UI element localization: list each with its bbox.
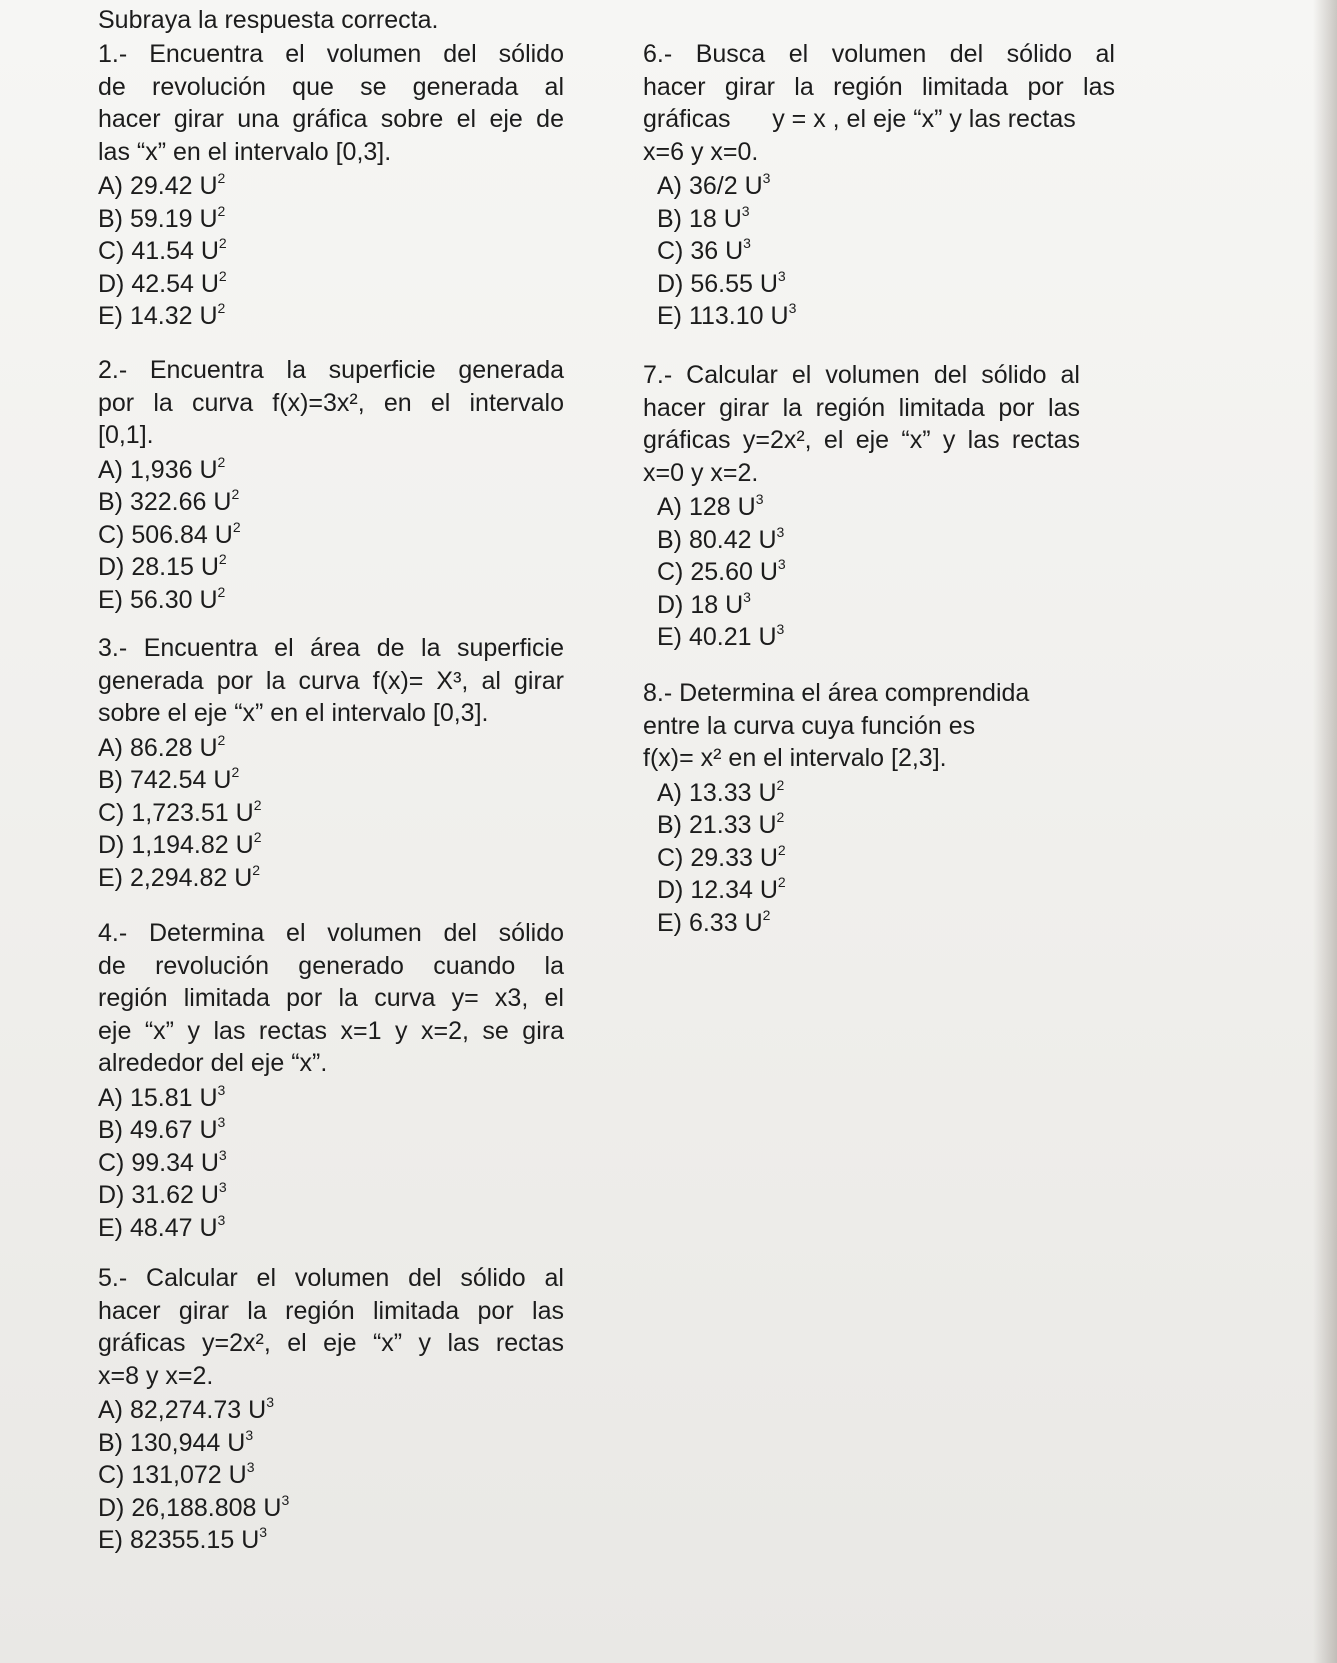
- question-7: [643, 359, 1080, 654]
- option-value: 82,274.73: [129, 1396, 242, 1424]
- stem-line: generada por la curva f(x)= X³, al girar: [98, 666, 564, 695]
- option-a[interactable]: [657, 170, 1115, 203]
- option-label: A): [98, 1396, 123, 1424]
- option-exponent: 3: [217, 1081, 226, 1098]
- stem-line: gráficas y = x , el eje “x” y las rectas: [643, 105, 1076, 133]
- option-exponent: 2: [231, 764, 240, 780]
- question-8: [643, 677, 1073, 939]
- option-exponent: 2: [217, 583, 226, 600]
- option-d[interactable]: [98, 268, 564, 301]
- option-value: 2,294.82: [129, 863, 228, 892]
- answer-options: [98, 170, 564, 333]
- option-label: D): [98, 1493, 125, 1522]
- option-unit: U: [758, 778, 777, 807]
- option-label: E): [657, 623, 682, 651]
- stem-line: [0,1].: [98, 421, 154, 449]
- option-b[interactable]: [98, 764, 564, 797]
- option-value: 82355.15: [129, 1526, 235, 1554]
- option-label: B): [98, 204, 123, 233]
- answer-options: [98, 454, 564, 617]
- option-value: 99.34: [131, 1148, 194, 1177]
- option-unit: U: [234, 863, 253, 892]
- option-unit: U: [199, 1213, 218, 1242]
- option-exponent: 3: [217, 1211, 226, 1228]
- option-d[interactable]: [98, 1179, 564, 1212]
- paper-edge-shadow: [1313, 0, 1337, 1663]
- option-d[interactable]: [657, 589, 1080, 622]
- option-exponent: 2: [252, 861, 261, 878]
- option-exponent: 2: [253, 796, 262, 813]
- option-unit: U: [199, 1083, 218, 1112]
- option-unit: U: [200, 269, 219, 298]
- option-exponent: 2: [217, 170, 226, 186]
- option-unit: U: [770, 302, 789, 330]
- option-value: 13.33: [688, 778, 752, 807]
- option-unit: U: [241, 1526, 260, 1554]
- stem-line: de revolución generado cuando la: [98, 951, 564, 980]
- option-unit: U: [199, 172, 218, 200]
- question-5: [98, 1262, 564, 1557]
- option-unit: U: [744, 172, 763, 200]
- option-unit: U: [199, 733, 218, 762]
- stem-line: sobre el eje “x” en el intervalo [0,3].: [98, 699, 489, 727]
- option-exponent: 2: [762, 906, 771, 923]
- option-exponent: 2: [218, 267, 227, 284]
- option-label: A): [98, 455, 123, 484]
- option-exponent: 3: [218, 1179, 227, 1195]
- option-value: 6.33: [688, 908, 738, 937]
- question-stem: [98, 354, 564, 452]
- option-a[interactable]: [98, 1082, 564, 1115]
- option-exponent: 3: [281, 1491, 290, 1508]
- option-c[interactable]: [98, 519, 564, 552]
- option-unit: U: [744, 908, 763, 937]
- option-label: A): [657, 493, 682, 521]
- option-label: C): [657, 843, 684, 872]
- option-a[interactable]: [98, 1394, 564, 1427]
- option-c[interactable]: [98, 1147, 564, 1180]
- option-label: C): [98, 520, 125, 549]
- option-a[interactable]: [657, 491, 1080, 524]
- option-exponent: 3: [776, 621, 785, 637]
- option-label: E): [98, 863, 123, 892]
- option-value: 14.32: [129, 302, 193, 330]
- option-exponent: 3: [245, 1426, 254, 1443]
- option-value: 59.19: [129, 204, 193, 233]
- option-d[interactable]: [657, 874, 1073, 907]
- option-value: 36/2: [688, 172, 738, 200]
- option-unit: U: [200, 1181, 219, 1209]
- question-stem: [98, 632, 564, 730]
- option-value: 12.34: [690, 876, 753, 904]
- stem-line: las “x” en el intervalo [0,3].: [98, 137, 392, 166]
- option-value: 26,188.808: [131, 1493, 257, 1522]
- option-label: D): [657, 590, 684, 619]
- option-label: E): [98, 585, 123, 614]
- option-value: 40.21: [688, 623, 752, 651]
- option-exponent: 2: [218, 551, 227, 567]
- question-stem: [643, 359, 1080, 489]
- option-unit: U: [759, 269, 778, 298]
- option-unit: U: [758, 525, 777, 554]
- option-e[interactable]: [98, 300, 564, 333]
- option-unit: U: [227, 1428, 246, 1457]
- option-exponent: 3: [741, 202, 750, 219]
- stem-line: hacer girar la región limitada por las: [643, 72, 1115, 101]
- option-label: D): [657, 876, 684, 904]
- option-label: E): [98, 302, 123, 330]
- option-label: A): [657, 778, 682, 807]
- stem-line: región limitada por la curva y= x3, el: [98, 984, 564, 1012]
- option-exponent: 3: [776, 523, 785, 540]
- option-d[interactable]: [657, 268, 1115, 301]
- option-unit: U: [228, 1461, 247, 1489]
- option-value: 21.33: [688, 811, 752, 839]
- option-unit: U: [759, 558, 778, 586]
- option-unit: U: [725, 237, 744, 265]
- option-value: 113.10: [688, 302, 764, 330]
- option-value: 18: [690, 590, 719, 619]
- option-value: 322.66: [129, 488, 207, 516]
- option-exponent: 3: [259, 1524, 268, 1540]
- stem-line: 2.- Encuentra la superficie generada: [98, 356, 564, 384]
- question-6: [643, 38, 1115, 333]
- option-label: B): [98, 1428, 123, 1457]
- option-unit: U: [214, 520, 233, 549]
- question-4: [98, 917, 564, 1244]
- option-b[interactable]: [657, 809, 1073, 842]
- option-exponent: 3: [266, 1394, 274, 1410]
- question-stem: [643, 38, 1115, 168]
- answer-options: [657, 777, 1073, 940]
- option-label: E): [657, 302, 682, 330]
- option-e[interactable]: [98, 1212, 564, 1245]
- stem-line: entre la curva cuya función es: [643, 711, 976, 740]
- option-value: 29.33: [690, 843, 753, 872]
- option-value: 1,936: [129, 455, 193, 484]
- option-exponent: 3: [777, 556, 786, 572]
- option-exponent: 2: [776, 776, 785, 793]
- option-unit: U: [199, 204, 218, 233]
- answer-options: [98, 1082, 564, 1245]
- option-value: 48.47: [129, 1213, 193, 1242]
- option-unit: U: [723, 204, 742, 233]
- option-value: 25.60: [690, 558, 753, 586]
- option-e[interactable]: [657, 300, 1115, 333]
- stem-line: por la curva f(x)=3x², en el intervalo: [98, 388, 564, 417]
- option-exponent: 2: [777, 874, 786, 890]
- option-unit: U: [200, 237, 219, 265]
- option-unit: U: [248, 1396, 267, 1424]
- option-value: 742.54: [129, 766, 207, 794]
- option-exponent: 2: [217, 453, 226, 470]
- option-label: C): [98, 237, 125, 265]
- option-exponent: 2: [217, 731, 226, 748]
- option-label: D): [98, 831, 125, 859]
- question-stem: [643, 677, 1073, 775]
- stem-line: alrededor del eje “x”.: [98, 1049, 328, 1077]
- option-e[interactable]: [98, 584, 564, 617]
- option-value: 15.81: [129, 1083, 193, 1112]
- stem-line: de revolución que se generada al: [98, 72, 564, 101]
- option-exponent: 3: [762, 170, 771, 186]
- option-unit: U: [200, 553, 219, 581]
- option-e[interactable]: [657, 907, 1073, 940]
- option-exponent: 2: [232, 518, 241, 535]
- option-d[interactable]: [98, 829, 564, 862]
- option-value: 80.42: [688, 525, 752, 554]
- option-value: 28.15: [131, 553, 194, 581]
- option-d[interactable]: [98, 1492, 564, 1525]
- stem-line: 8.- Determina el área comprendida: [643, 679, 1030, 707]
- option-label: C): [98, 798, 125, 827]
- option-exponent: 3: [217, 1114, 226, 1130]
- option-value: 56.55: [690, 269, 753, 298]
- option-exponent: 3: [755, 491, 764, 507]
- instruction-heading: Subraya la respuesta correcta.: [98, 6, 439, 34]
- option-unit: U: [235, 831, 254, 859]
- option-unit: U: [758, 811, 777, 839]
- stem-line: hacer girar una gráfica sobre el eje de: [98, 105, 564, 133]
- option-e[interactable]: [98, 862, 564, 895]
- option-unit: U: [759, 876, 778, 904]
- option-unit: U: [235, 798, 254, 827]
- option-value: 36: [690, 237, 719, 265]
- stem-line: x=8 y x=2.: [98, 1361, 214, 1390]
- answer-options: [657, 170, 1115, 333]
- stem-line: 1.- Encuentra el volumen del sólido: [98, 40, 564, 68]
- option-a[interactable]: [657, 777, 1073, 810]
- option-value: 49.67: [129, 1116, 193, 1144]
- option-exponent: 3: [777, 267, 786, 284]
- option-value: 31.62: [131, 1181, 194, 1209]
- option-c[interactable]: [657, 842, 1073, 875]
- option-value: 131,072: [131, 1461, 222, 1489]
- option-value: 130,944: [129, 1428, 221, 1457]
- option-exponent: 2: [218, 235, 227, 251]
- option-b[interactable]: [98, 1114, 564, 1147]
- answer-options: [657, 491, 1080, 654]
- option-unit: U: [200, 1148, 219, 1177]
- option-label: A): [98, 733, 123, 762]
- option-label: A): [98, 1083, 123, 1112]
- option-label: B): [657, 204, 682, 233]
- option-d[interactable]: [98, 551, 564, 584]
- option-b[interactable]: [98, 1427, 564, 1460]
- stem-line: x=0 y x=2.: [643, 458, 759, 487]
- option-value: 86.28: [129, 733, 193, 762]
- option-label: B): [657, 525, 682, 554]
- option-label: E): [98, 1213, 123, 1242]
- option-label: E): [98, 1526, 123, 1554]
- option-a[interactable]: [98, 170, 564, 203]
- option-label: A): [657, 172, 682, 200]
- option-unit: U: [213, 488, 232, 516]
- option-unit: U: [737, 493, 756, 521]
- option-unit: U: [199, 455, 218, 484]
- option-unit: U: [725, 590, 744, 619]
- option-unit: U: [199, 585, 218, 614]
- option-label: D): [657, 269, 684, 298]
- stem-line: f(x)= x² en el intervalo [2,3].: [643, 744, 947, 772]
- option-unit: U: [263, 1493, 282, 1522]
- question-stem: [98, 1262, 564, 1392]
- stem-line: eje “x” y las rectas x=1 y x=2, se gira: [98, 1016, 564, 1045]
- question-stem: [98, 38, 564, 168]
- option-label: B): [657, 811, 682, 839]
- option-c[interactable]: [657, 235, 1115, 268]
- option-exponent: 2: [231, 486, 240, 502]
- option-exponent: 2: [217, 300, 226, 316]
- option-unit: U: [213, 766, 232, 794]
- option-b[interactable]: [657, 203, 1115, 236]
- question-1: [98, 38, 564, 333]
- option-exponent: 2: [776, 809, 785, 825]
- option-value: 29.42: [129, 172, 193, 200]
- option-value: 1,194.82: [131, 831, 229, 859]
- option-label: C): [657, 237, 684, 265]
- option-unit: U: [758, 623, 777, 651]
- option-label: D): [98, 1181, 125, 1209]
- option-label: D): [98, 553, 125, 581]
- option-b[interactable]: [98, 486, 564, 519]
- stem-line: hacer girar la región limitada por las: [98, 1296, 564, 1325]
- stem-line: 6.- Busca el volumen del sólido al: [643, 40, 1115, 68]
- option-exponent: 3: [246, 1459, 255, 1475]
- stem-line: 4.- Determina el volumen del sólido: [98, 919, 564, 947]
- option-a[interactable]: [98, 732, 564, 765]
- option-unit: U: [759, 843, 778, 872]
- option-unit: U: [199, 1116, 218, 1144]
- option-label: B): [98, 488, 123, 516]
- stem-line: 3.- Encuentra el área de la superficie: [98, 634, 564, 662]
- option-exponent: 3: [788, 300, 797, 316]
- option-value: 41.54: [131, 237, 194, 265]
- answer-options: [98, 732, 564, 895]
- stem-line: hacer girar la región limitada por las: [643, 393, 1080, 422]
- option-value: 128: [688, 493, 731, 521]
- stem-line: 7.- Calcular el volumen del sólido al: [643, 361, 1080, 389]
- option-label: C): [98, 1148, 125, 1177]
- option-b[interactable]: [98, 203, 564, 236]
- answer-options: [98, 1394, 564, 1557]
- option-exponent: 2: [217, 202, 226, 219]
- option-value: 506.84: [131, 520, 208, 549]
- option-label: E): [657, 908, 682, 937]
- option-value: 18: [688, 204, 717, 233]
- option-label: D): [98, 269, 125, 298]
- option-exponent: 2: [777, 841, 786, 858]
- option-a[interactable]: [98, 454, 564, 487]
- option-label: C): [98, 1461, 125, 1489]
- option-value: 56.30: [129, 585, 193, 614]
- option-exponent: 3: [218, 1146, 227, 1163]
- option-label: B): [98, 766, 123, 794]
- option-label: C): [657, 558, 684, 586]
- stem-line: 5.- Calcular el volumen del sólido al: [98, 1264, 564, 1292]
- option-label: A): [98, 172, 123, 200]
- stem-line: gráficas y=2x², el eje “x” y las rectas: [98, 1329, 564, 1357]
- option-c[interactable]: [657, 556, 1080, 589]
- option-exponent: 3: [743, 588, 751, 605]
- option-b[interactable]: [657, 524, 1080, 557]
- option-c[interactable]: [98, 1459, 564, 1492]
- option-unit: U: [199, 302, 218, 330]
- stem-line: gráficas y=2x², el eje “x” y las rectas: [643, 426, 1080, 454]
- question-3: [98, 632, 564, 894]
- stem-line: x=6 y x=0.: [643, 137, 759, 166]
- option-e[interactable]: [98, 1524, 564, 1557]
- option-exponent: 2: [253, 829, 262, 845]
- option-value: 42.54: [131, 269, 194, 298]
- option-c[interactable]: [98, 235, 564, 268]
- option-value: 1,723.51: [131, 798, 229, 827]
- option-c[interactable]: [98, 797, 564, 830]
- option-exponent: 3: [743, 235, 751, 251]
- option-label: B): [98, 1116, 123, 1144]
- question-2: [98, 354, 564, 616]
- option-e[interactable]: [657, 621, 1080, 654]
- question-stem: [98, 917, 564, 1080]
